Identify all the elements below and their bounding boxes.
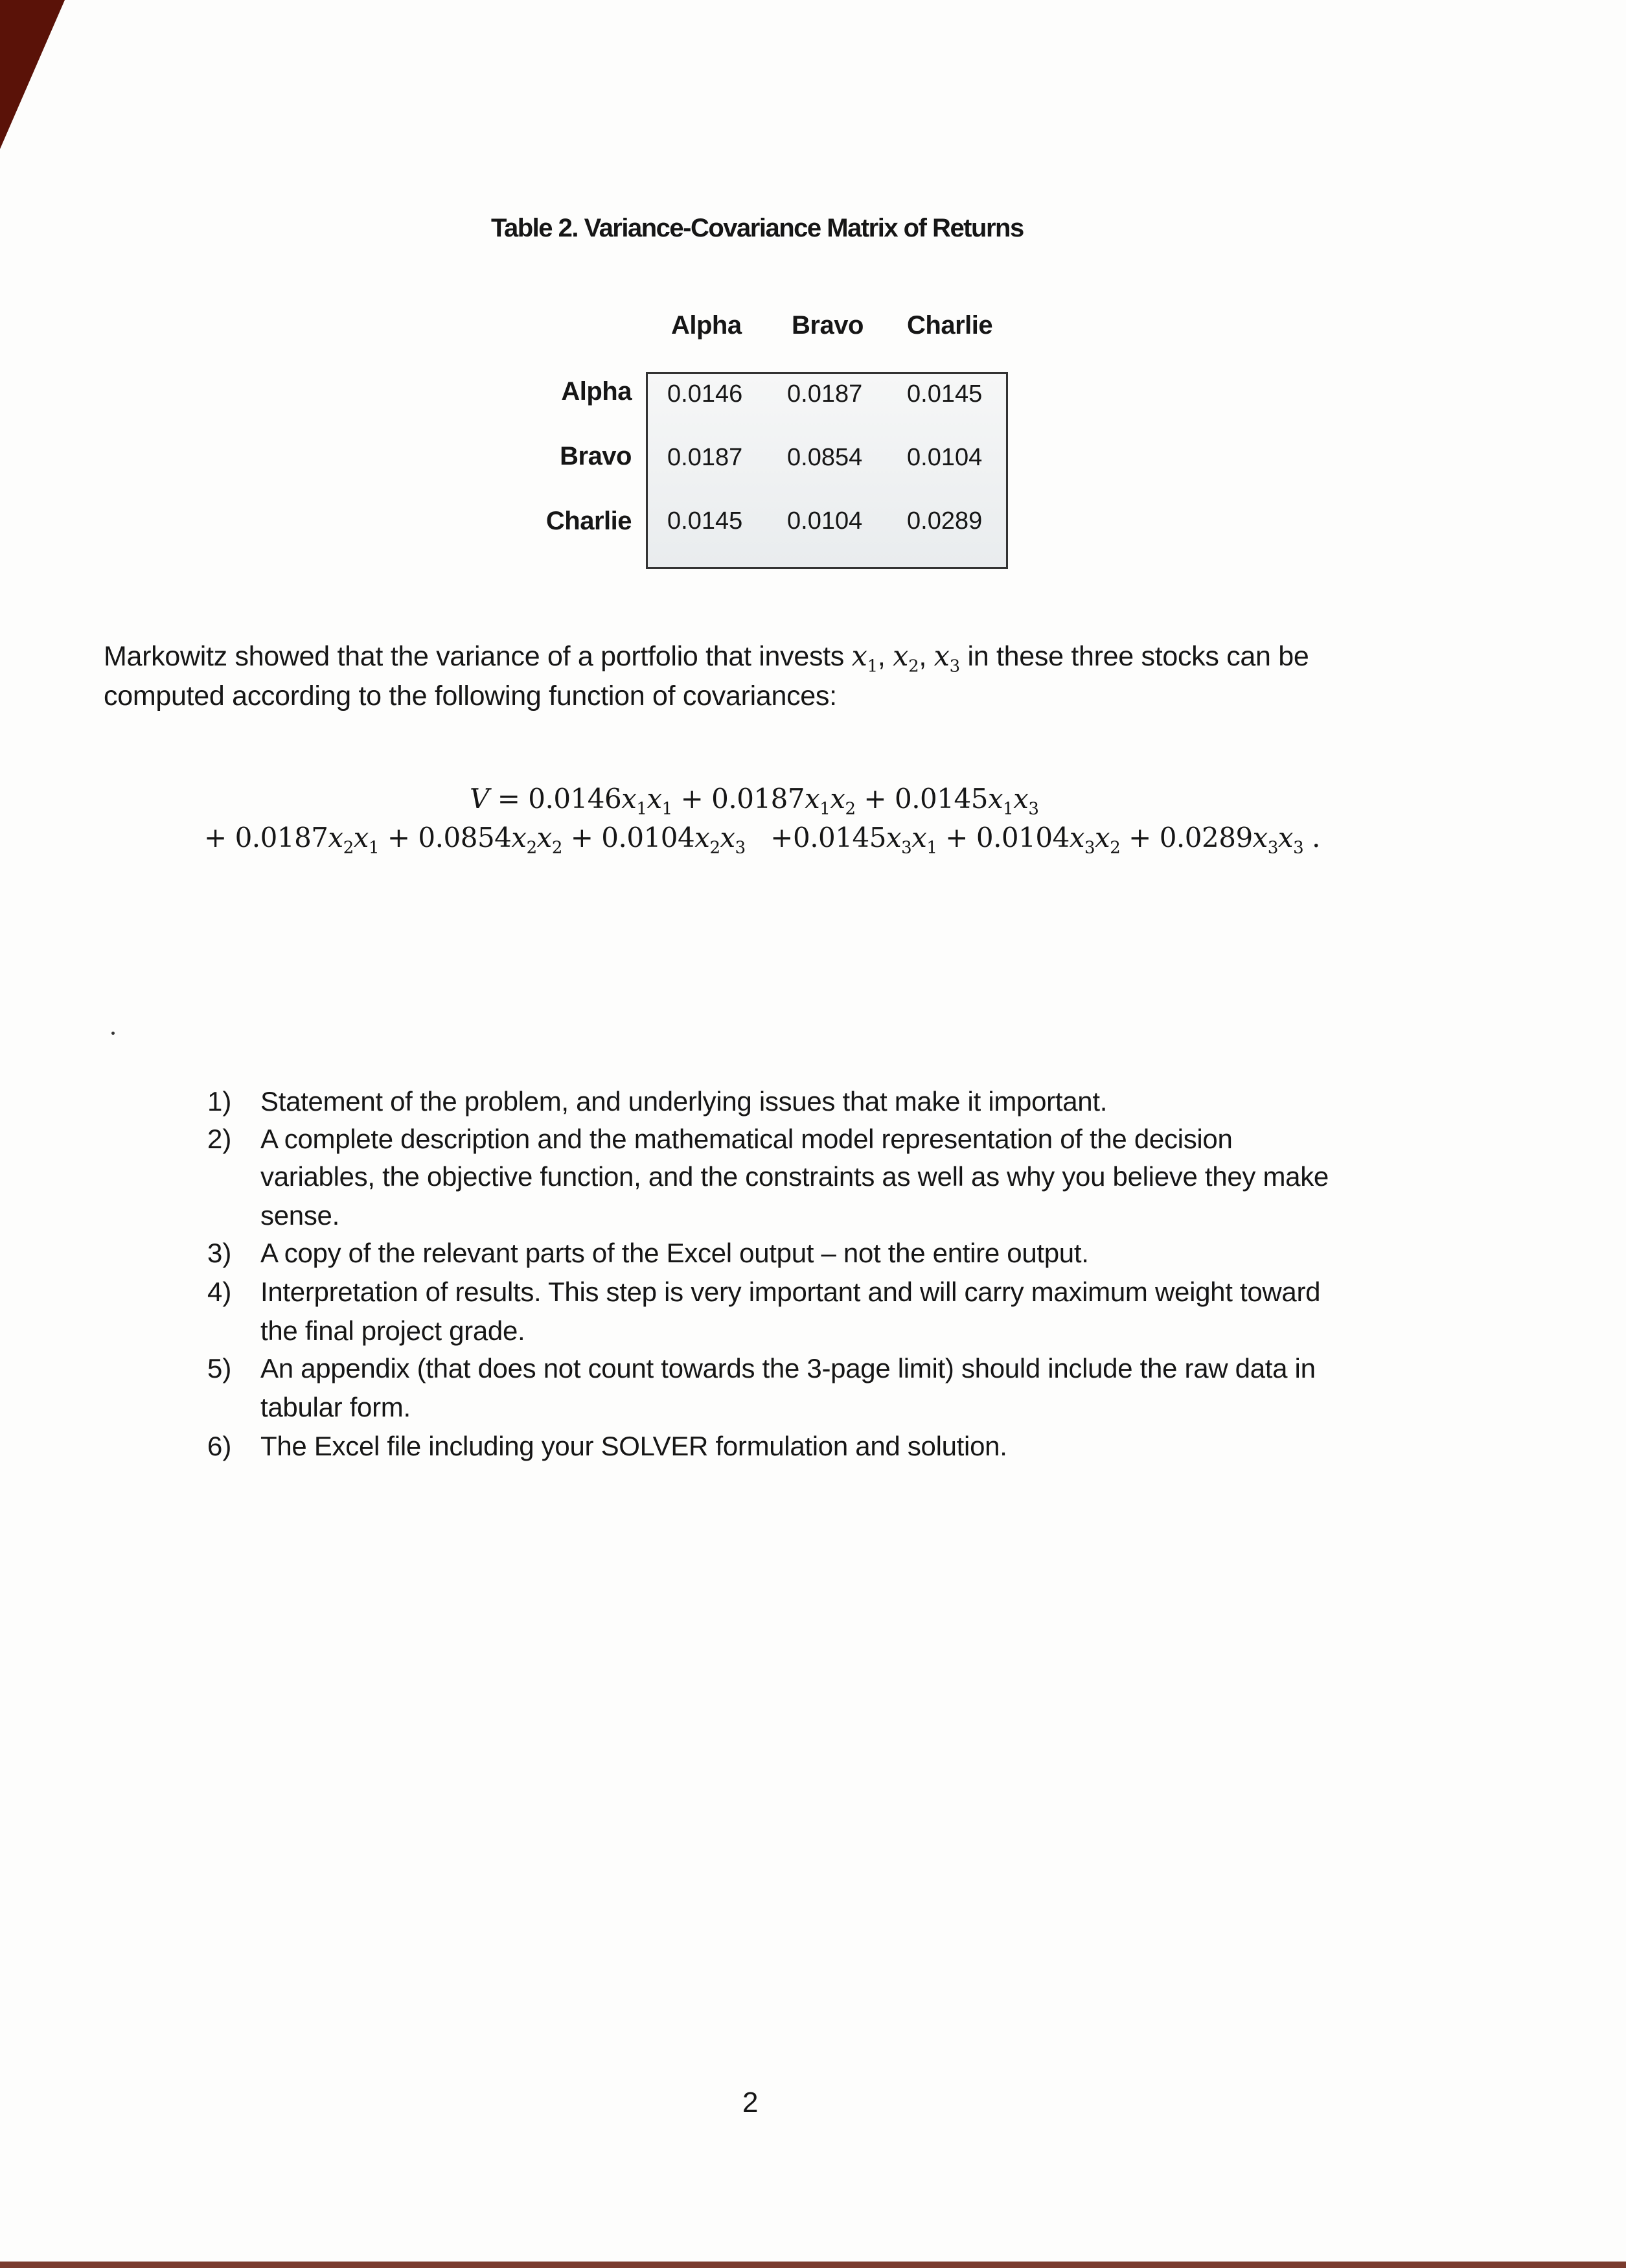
list-number: 4) [207, 1277, 232, 1307]
list-number: 6) [207, 1431, 232, 1461]
matrix-cell: 0.0146 [667, 380, 743, 408]
paragraph-line-1: Markowitz showed that the variance of a portfolio that invests $x_1$, $x_2$, $x_3$ in these three stocks can be [104, 640, 1309, 677]
matrix-cell: 0.0289 [907, 507, 983, 535]
matrix-cell: 0.0104 [907, 444, 983, 471]
list-item-4-line-2: the final project grade. [260, 1315, 525, 1346]
list-item-5-line-1: An appendix (that does not count towards the 3-page limit) should include the raw data in [260, 1353, 1316, 1383]
math-var: $x_1$ [851, 640, 878, 677]
bottom-edge [0, 2262, 1626, 2268]
list-item-2-line-1: A complete description and the mathematical model representation of the decision [260, 1124, 1233, 1154]
matrix-cell: 0.0104 [787, 507, 863, 535]
list-item-6: The Excel file including your SOLVER formulation and solution. [260, 1431, 1007, 1461]
equation-line-2: + $0.0187x_2x_1 + 0.0854x_2x_2 + 0.0104x_2x_3$ $+0.0145x_3x_1 + 0.0104x_3x_2 + 0.0289x_3x_3$ . [204, 822, 1320, 858]
math-var: $x_2$ [893, 640, 919, 677]
covariance-matrix [646, 372, 1008, 569]
list-item-5-line-2: tabular form. [260, 1392, 411, 1422]
list-number: 3) [207, 1238, 232, 1268]
paragraph-line-2: computed according to the following function of covariances: [104, 680, 837, 712]
row-header-alpha: Alpha [561, 377, 632, 406]
list-item-1: Statement of the problem, and underlying issues that make it important. [260, 1086, 1108, 1117]
matrix-cell: 0.0145 [667, 507, 743, 535]
stray-mark [111, 1032, 115, 1035]
column-header-bravo: Bravo [792, 311, 864, 340]
column-header-alpha: Alpha [671, 311, 742, 340]
list-number: 1) [207, 1086, 232, 1117]
equation-line-1: $V = 0.0146x_1x_1 + 0.0187x_1x_2 + 0.0145x_1x_3$ [470, 783, 1039, 819]
row-header-charlie: Charlie [545, 507, 632, 535]
list-item-2-line-2: variables, the objective function, and the constraints as well as why you believe they make [260, 1161, 1329, 1192]
list-item-3: A copy of the relevant parts of the Excel output – not the entire output. [260, 1238, 1089, 1268]
matrix-cell: 0.0187 [787, 380, 863, 408]
matrix-cell: 0.0145 [907, 380, 983, 408]
table-title: Table 2. Variance-Covariance Matrix of Returns [491, 214, 1024, 242]
list-number: 5) [207, 1353, 232, 1383]
matrix-cell: 0.0187 [667, 444, 743, 471]
page-number: 2 [742, 2087, 759, 2118]
list-item-4-line-1: Interpretation of results. This step is very important and will carry maximum weight toward [260, 1277, 1321, 1307]
math-var: $x_3$ [933, 640, 960, 677]
row-header-bravo: Bravo [560, 442, 632, 470]
column-header-charlie: Charlie [907, 311, 993, 340]
page-corner-shadow [0, 0, 65, 149]
paragraph-text: Markowitz showed that the variance of a portfolio that invests [104, 641, 844, 672]
paragraph-text: in these three stocks can be [967, 641, 1309, 672]
list-number: 2) [207, 1124, 232, 1154]
matrix-cell: 0.0854 [787, 444, 863, 471]
list-item-2-line-3: sense. [260, 1200, 339, 1231]
